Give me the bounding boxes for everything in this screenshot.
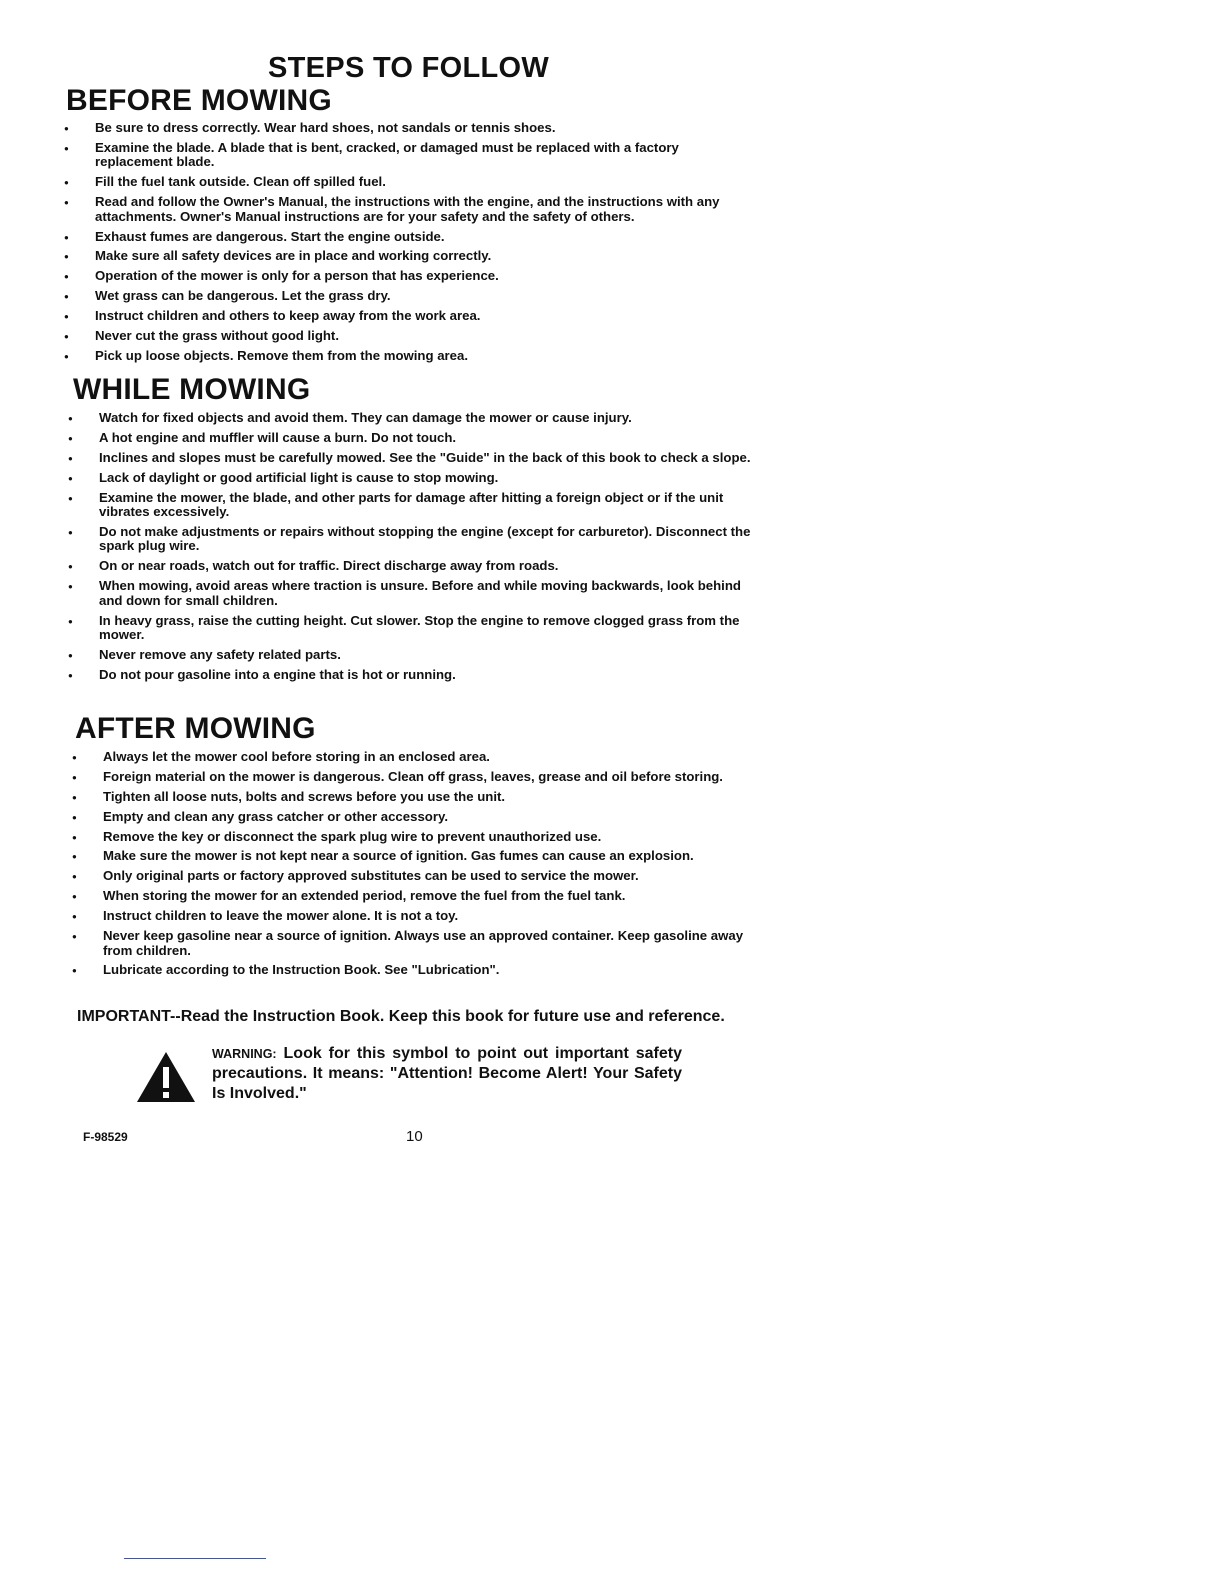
- before-mowing-item: ● Operation of the mower is only for a person that has experience.: [64, 269, 754, 284]
- after-mowing-item: ● Foreign material on the mower is dangerous. Clean off grass, leaves, grease and oil before storing.: [72, 770, 762, 785]
- while-mowing-item: ● Do not make adjustments or repairs without stopping the engine (except for carburetor). Disconnect the spark plug wire.: [68, 525, 758, 554]
- page-number: 10: [406, 1128, 423, 1145]
- before-mowing-item: ● Pick up loose objects. Remove them from the mowing area.: [64, 349, 754, 364]
- important-note: IMPORTANT--Read the Instruction Book. Keep this book for future use and reference.: [77, 1008, 725, 1025]
- while-mowing-item: ● Watch for fixed objects and avoid them. They can damage the mower or cause injury.: [68, 411, 758, 426]
- before-mowing-item: ● Never cut the grass without good light.: [64, 329, 754, 344]
- after-mowing-item: ● Never keep gasoline near a source of ignition. Always use an approved container. Keep gasoline away from children.: [72, 929, 762, 958]
- before-mowing-item: ● Exhaust fumes are dangerous. Start the engine outside.: [64, 230, 754, 245]
- while-mowing-item: ● Never remove any safety related parts.: [68, 648, 758, 663]
- after-mowing-item: ● Make sure the mower is not kept near a source of ignition. Gas fumes can cause an explosion.: [72, 849, 762, 864]
- warning-triangle-icon: [135, 1050, 197, 1104]
- after-mowing-heading: AFTER MOWING: [75, 712, 316, 745]
- while-mowing-heading: WHILE MOWING: [73, 373, 311, 406]
- while-mowing-item: ● Lack of daylight or good artificial light is cause to stop mowing.: [68, 471, 758, 486]
- before-mowing-item: ● Fill the fuel tank outside. Clean off spilled fuel.: [64, 175, 754, 190]
- after-mowing-item: ● Instruct children to leave the mower alone. It is not a toy.: [72, 909, 762, 924]
- while-mowing-item: ● On or near roads, watch out for traffic. Direct discharge away from roads.: [68, 559, 758, 574]
- after-mowing-item: ● When storing the mower for an extended period, remove the fuel from the fuel tank.: [72, 889, 762, 904]
- after-mowing-item: ● Tighten all loose nuts, bolts and screws before you use the unit.: [72, 790, 762, 805]
- before-mowing-item: ● Instruct children and others to keep away from the work area.: [64, 309, 754, 324]
- warning-message: Look for this symbol to point out important safety precautions. It means: "Attention! Become Alert! Your Safety Is Involved.": [212, 1045, 682, 1102]
- before-mowing-item: ● Wet grass can be dangerous. Let the grass dry.: [64, 289, 754, 304]
- bottom-rule: [124, 1558, 266, 1559]
- before-mowing-item: ● Be sure to dress correctly. Wear hard shoes, not sandals or tennis shoes.: [64, 121, 754, 136]
- while-mowing-item: ● When mowing, avoid areas where traction is unsure. Before and while moving backwards, look behind and down for small children.: [68, 579, 758, 608]
- while-mowing-item: ● A hot engine and muffler will cause a burn. Do not touch.: [68, 431, 758, 446]
- warning-label: WARNING:: [212, 1047, 277, 1061]
- warning-block: [135, 1044, 695, 1114]
- page-title: STEPS TO FOLLOW: [268, 52, 550, 84]
- after-mowing-item: ● Only original parts or factory approved substitutes can be used to service the mower.: [72, 869, 762, 884]
- while-mowing-item: ● Inclines and slopes must be carefully mowed. See the "Guide" in the back of this book to check a slope.: [68, 451, 758, 466]
- before-mowing-item: ● Examine the blade. A blade that is bent, cracked, or damaged must be replaced with a factory replacement blade.: [64, 141, 754, 170]
- after-mowing-item: ● Remove the key or disconnect the spark plug wire to prevent unauthorized use.: [72, 830, 762, 845]
- warning-text: [212, 1044, 682, 1104]
- while-mowing-item: ● Do not pour gasoline into a engine that is hot or running.: [68, 668, 758, 683]
- document-code: F-98529: [83, 1130, 128, 1144]
- after-mowing-item: ● Always let the mower cool before storing in an enclosed area.: [72, 750, 762, 765]
- after-mowing-item: ● Empty and clean any grass catcher or other accessory.: [72, 810, 762, 825]
- while-mowing-list: [68, 411, 758, 688]
- before-mowing-item: ● Read and follow the Owner's Manual, the instructions with the engine, and the instructions with any attachments. Owner's Manual instructions are for your safety and the safety of others.: [64, 195, 754, 224]
- after-mowing-item: ● Lubricate according to the Instruction Book. See "Lubrication".: [72, 963, 762, 978]
- while-mowing-item: ● In heavy grass, raise the cutting height. Cut slower. Stop the engine to remove clogged grass from the mower.: [68, 614, 758, 643]
- before-mowing-heading: BEFORE MOWING: [66, 84, 332, 117]
- before-mowing-item: ● Make sure all safety devices are in place and working correctly.: [64, 249, 754, 264]
- after-mowing-list: [72, 750, 762, 983]
- while-mowing-item: ● Examine the mower, the blade, and other parts for damage after hitting a foreign object or if the unit vibrates excessively.: [68, 491, 758, 520]
- before-mowing-list: [64, 121, 754, 369]
